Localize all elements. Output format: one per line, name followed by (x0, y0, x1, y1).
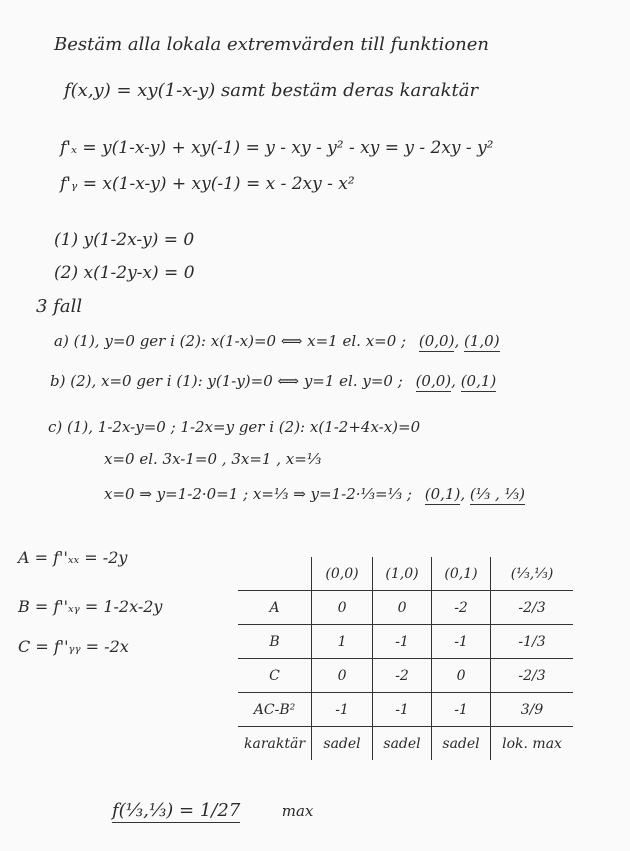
row-label: karaktär (238, 727, 312, 761)
case-b-point-2: (0,1) (460, 372, 497, 390)
table-cell: sadel (312, 727, 373, 761)
table-cell: 1 (312, 625, 373, 659)
table-cell: 0 (373, 591, 432, 625)
cases-heading: 3 fall (36, 296, 83, 317)
result-label: max (281, 802, 314, 820)
table-row (238, 625, 573, 659)
partial-derivative-x: f'ₓ = y(1-x-y) + xy(-1) = y - xy - y² - xy = y - 2xy - y² (60, 138, 494, 158)
table-cell: -1 (432, 625, 491, 659)
equation-1: (1) y(1-2x-y) = 0 (54, 230, 195, 250)
case-c-text: x=0 ⇒ y=1-2·0=1 ; x=⅓ ⇒ y=1-2·⅓=⅓ ; (104, 485, 412, 503)
table-header-cell: (0,1) (432, 557, 491, 591)
table-header-cell: (1,0) (373, 557, 432, 591)
table-cell: 0 (312, 659, 373, 693)
table-header-cell: (⅓,⅓) (491, 557, 574, 591)
case-a-point-1: (0,0) (418, 332, 455, 350)
table-cell: 3/9 (491, 693, 574, 727)
case-c-line-1: c) (1), 1-2x-y=0 ; 1-2x=y ger i (2): x(1-2+4x-x)=0 (48, 418, 421, 436)
row-label: C (238, 659, 312, 693)
table-cell: -1 (312, 693, 373, 727)
problem-statement-line-1: Bestäm alla lokala extremvärden till funktionen (54, 34, 490, 55)
table-cell: -1 (373, 693, 432, 727)
row-label: A (238, 591, 312, 625)
case-b-text: b) (2), x=0 ger i (1): y(1-y)=0 ⟺ y=1 el. y=0 ; (50, 372, 403, 390)
table-cell: -1 (373, 625, 432, 659)
table-cell: -2 (373, 659, 432, 693)
table-cell: sadel (432, 727, 491, 761)
table-row (238, 591, 573, 625)
table-cell: -2/3 (491, 659, 574, 693)
table-cell: 0 (312, 591, 373, 625)
table-cell: -2/3 (491, 591, 574, 625)
table-header-cell (238, 557, 312, 591)
second-derivative-C: C = f''ᵧᵧ = -2x (18, 637, 129, 656)
equation-2: (2) x(1-2y-x) = 0 (54, 263, 195, 283)
case-c-point-1: (0,1) (424, 485, 461, 503)
table-header-row (238, 557, 573, 591)
partial-derivative-y: f'ᵧ = x(1-x-y) + xy(-1) = x - 2xy - x² (60, 174, 355, 194)
table-cell: sadel (373, 727, 432, 761)
table-row (238, 659, 573, 693)
table-cell: lok. max (491, 727, 574, 761)
case-b: b) (2), x=0 ger i (1): y(1-y)=0 ⟺ y=1 el. y=0 ; (0,0), (0,1) (50, 372, 497, 390)
table-row (238, 693, 573, 727)
table-cell: -2 (432, 591, 491, 625)
second-derivative-A: A = f''ₓₓ = -2y (18, 548, 128, 567)
case-a: a) (1), y=0 ger i (2): x(1-x)=0 ⟺ x=1 el. x=0 ; (0,0), (1,0) (54, 332, 500, 350)
second-derivative-B: B = f''ₓᵧ = 1-2x-2y (18, 597, 163, 616)
case-c-line-2: x=0 el. 3x-1=0 , 3x=1 , x=⅓ (104, 450, 322, 468)
table-cell: -1 (432, 693, 491, 727)
problem-statement-line-2: f(x,y) = xy(1-x-y) samt bestäm deras karaktär (64, 80, 479, 101)
table-cell: -1/3 (491, 625, 574, 659)
table-header-cell: (0,0) (312, 557, 373, 591)
classification-table (238, 557, 573, 760)
result-value: f(⅓,⅓) = 1/27 (112, 800, 241, 821)
row-label: AC-B² (238, 693, 312, 727)
row-label: B (238, 625, 312, 659)
case-a-text: a) (1), y=0 ger i (2): x(1-x)=0 ⟺ x=1 el. x=0 ; (54, 332, 407, 350)
table-row (238, 727, 573, 761)
case-b-point-1: (0,0) (415, 372, 452, 390)
case-a-point-2: (1,0) (463, 332, 500, 350)
table-cell: 0 (432, 659, 491, 693)
case-c-point-2: (⅓ , ⅓) (469, 485, 525, 503)
result-line (112, 800, 313, 821)
case-c-line-3: x=0 ⇒ y=1-2·0=1 ; x=⅓ ⇒ y=1-2·⅓=⅓ ; (0,1), (⅓ , ⅓) (104, 485, 525, 503)
